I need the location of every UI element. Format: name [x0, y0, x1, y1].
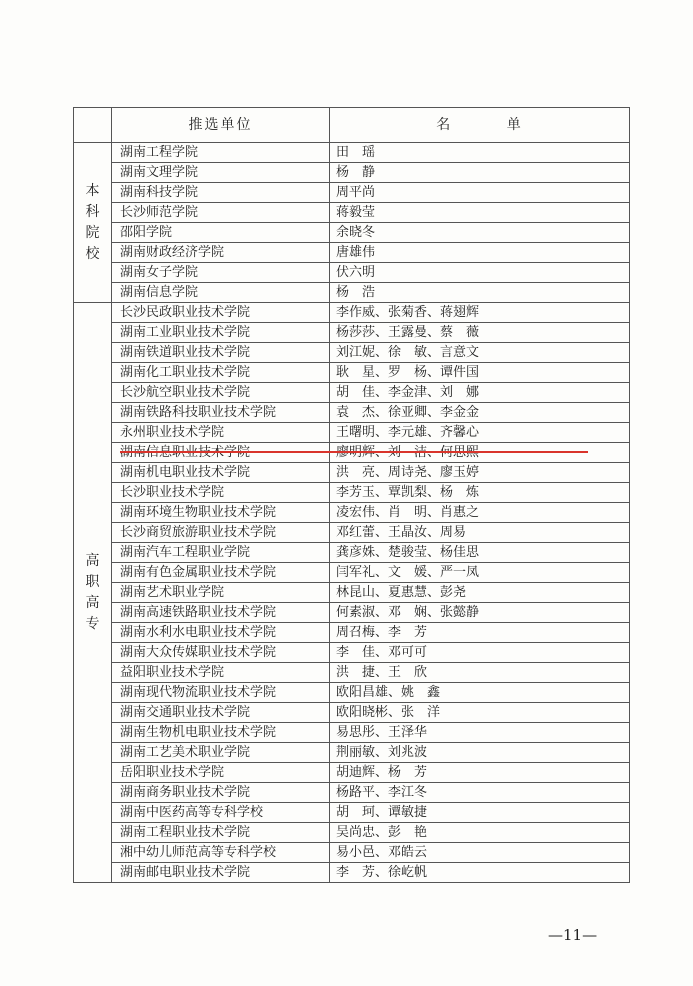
- unit-cell: 湖南大众传媒职业技术学院: [112, 643, 330, 663]
- table-row: [74, 203, 630, 223]
- names-cell: 刘江妮、徐 敏、言意文: [330, 343, 630, 363]
- names-cell: 欧阳昌雄、姚 鑫: [330, 683, 630, 703]
- names-cell: 蒋毅莹: [330, 203, 630, 223]
- table-row: [74, 783, 630, 803]
- table-row: [74, 383, 630, 403]
- unit-cell: 长沙航空职业技术学院: [112, 383, 330, 403]
- unit-cell: 湖南工程职业技术学院: [112, 823, 330, 843]
- unit-cell: 湖南艺术职业学院: [112, 583, 330, 603]
- names-cell: 杨 静: [330, 163, 630, 183]
- table-body: [74, 143, 630, 883]
- unit-cell: 湖南汽车工程职业学院: [112, 543, 330, 563]
- names-cell: 李作威、张菊香、蒋翅辉: [330, 303, 630, 323]
- table-row: [74, 463, 630, 483]
- table-row: [74, 403, 630, 423]
- table-row: [74, 283, 630, 303]
- names-cell: 易思彤、王泽华: [330, 723, 630, 743]
- table-row: [74, 263, 630, 283]
- table-row: [74, 663, 630, 683]
- names-cell: 杨路平、李江冬: [330, 783, 630, 803]
- table-row: [74, 143, 630, 163]
- unit-cell: 湖南工业职业技术学院: [112, 323, 330, 343]
- names-cell: 耿 星、罗 杨、谭件国: [330, 363, 630, 383]
- table-row: [74, 603, 630, 623]
- names-cell: 龚彦姝、楚骏莹、杨佳思: [330, 543, 630, 563]
- names-cell: 何素淑、邓 娴、张懿静: [330, 603, 630, 623]
- unit-cell: 湖南有色金属职业技术学院: [112, 563, 330, 583]
- unit-cell: 湖南化工职业技术学院: [112, 363, 330, 383]
- category-header: [74, 108, 112, 143]
- unit-cell: 岳阳职业技术学院: [112, 763, 330, 783]
- unit-cell: 湖南铁路科技职业技术学院: [112, 403, 330, 423]
- names-cell: 吴尚忠、彭 艳: [330, 823, 630, 843]
- names-cell: 胡 珂、谭敏捷: [330, 803, 630, 823]
- unit-cell: 长沙师范学院: [112, 203, 330, 223]
- table-row: [74, 303, 630, 323]
- names-cell: 袁 杰、徐亚卿、李金金: [330, 403, 630, 423]
- names-cell: 李芳玉、覃凯梨、杨 炼: [330, 483, 630, 503]
- table-row: [74, 523, 630, 543]
- table-row: [74, 763, 630, 783]
- unit-cell: 长沙民政职业技术学院: [112, 303, 330, 323]
- category-cell: 高 职 高 专: [74, 303, 112, 883]
- unit-cell: 邵阳学院: [112, 223, 330, 243]
- names-cell: 田 瑶: [330, 143, 630, 163]
- table-row: [74, 723, 630, 743]
- unit-cell: 湖南邮电职业技术学院: [112, 863, 330, 883]
- nominee-table: [73, 107, 630, 883]
- unit-cell: 湖南机电职业技术学院: [112, 463, 330, 483]
- names-cell: 李 佳、邓可可: [330, 643, 630, 663]
- red-underline-highlight: [120, 451, 588, 453]
- names-header: 名 单: [330, 108, 630, 143]
- names-cell: 伏六明: [330, 263, 630, 283]
- unit-cell: 长沙职业技术学院: [112, 483, 330, 503]
- table-row: [74, 743, 630, 763]
- names-cell: 王曙明、李元雄、齐馨心: [330, 423, 630, 443]
- table-row: [74, 163, 630, 183]
- unit-cell: 湖南铁道职业技术学院: [112, 343, 330, 363]
- table-row: [74, 423, 630, 443]
- page-number: —11—: [548, 926, 598, 944]
- table-row: [74, 323, 630, 343]
- unit-cell: 湖南科技学院: [112, 183, 330, 203]
- unit-cell: 湖南中医药高等专科学校: [112, 803, 330, 823]
- unit-cell: 湖南文理学院: [112, 163, 330, 183]
- names-cell: 胡迪辉、杨 芳: [330, 763, 630, 783]
- unit-cell: 湘中幼儿师范高等专科学校: [112, 843, 330, 863]
- table-row: [74, 183, 630, 203]
- table-row: [74, 823, 630, 843]
- names-cell: 周平尚: [330, 183, 630, 203]
- unit-cell: 湖南环境生物职业技术学院: [112, 503, 330, 523]
- names-cell: 唐雄伟: [330, 243, 630, 263]
- table-row: [74, 863, 630, 883]
- unit-cell: 益阳职业技术学院: [112, 663, 330, 683]
- names-cell: 欧阳晓彬、张 洋: [330, 703, 630, 723]
- unit-cell: 湖南工程学院: [112, 143, 330, 163]
- names-cell: 杨 浩: [330, 283, 630, 303]
- unit-cell: 湖南水利水电职业技术学院: [112, 623, 330, 643]
- category-cell: 本 科 院 校: [74, 143, 112, 303]
- table-row: [74, 583, 630, 603]
- unit-cell: 湖南交通职业技术学院: [112, 703, 330, 723]
- table-row: [74, 543, 630, 563]
- table-row: [74, 703, 630, 723]
- table-row: [74, 803, 630, 823]
- unit-cell: 湖南现代物流职业技术学院: [112, 683, 330, 703]
- names-cell: 易小邑、邓皓云: [330, 843, 630, 863]
- unit-cell: 湖南信息学院: [112, 283, 330, 303]
- table-row: [74, 503, 630, 523]
- table-row: [74, 483, 630, 503]
- unit-cell: 湖南高速铁路职业技术学院: [112, 603, 330, 623]
- table-header-row: [74, 108, 630, 143]
- names-cell: 荆丽敏、刘兆波: [330, 743, 630, 763]
- names-cell: 杨莎莎、王露曼、蔡 薇: [330, 323, 630, 343]
- names-cell: 凌宏伟、肖 明、肖惠之: [330, 503, 630, 523]
- names-cell: 洪 亮、周诗尧、廖玉婷: [330, 463, 630, 483]
- table-row: [74, 843, 630, 863]
- table-row: [74, 623, 630, 643]
- unit-cell: 湖南财政经济学院: [112, 243, 330, 263]
- table-row: [74, 683, 630, 703]
- table-row: [74, 343, 630, 363]
- names-cell: 洪 捷、王 欣: [330, 663, 630, 683]
- nominee-table-container: [73, 107, 629, 883]
- names-cell: 邓红蕾、王晶汝、周易: [330, 523, 630, 543]
- table-row: [74, 363, 630, 383]
- unit-cell: 湖南生物机电职业技术学院: [112, 723, 330, 743]
- table-row: [74, 223, 630, 243]
- unit-cell: 永州职业技术学院: [112, 423, 330, 443]
- unit-cell: 长沙商贸旅游职业技术学院: [112, 523, 330, 543]
- names-cell: 余晓冬: [330, 223, 630, 243]
- names-cell: 闫军礼、文 媛、严一凤: [330, 563, 630, 583]
- unit-cell: 湖南女子学院: [112, 263, 330, 283]
- names-cell: 周召梅、李 芳: [330, 623, 630, 643]
- unit-cell: 湖南工艺美术职业学院: [112, 743, 330, 763]
- table-row: [74, 643, 630, 663]
- names-cell: 胡 佳、李金津、刘 娜: [330, 383, 630, 403]
- table-row: [74, 563, 630, 583]
- names-cell: 李 芳、徐屹帆: [330, 863, 630, 883]
- table-row: [74, 243, 630, 263]
- unit-header: 推选单位: [112, 108, 330, 143]
- names-cell: 林昆山、夏惠慧、彭尧: [330, 583, 630, 603]
- unit-cell: 湖南商务职业技术学院: [112, 783, 330, 803]
